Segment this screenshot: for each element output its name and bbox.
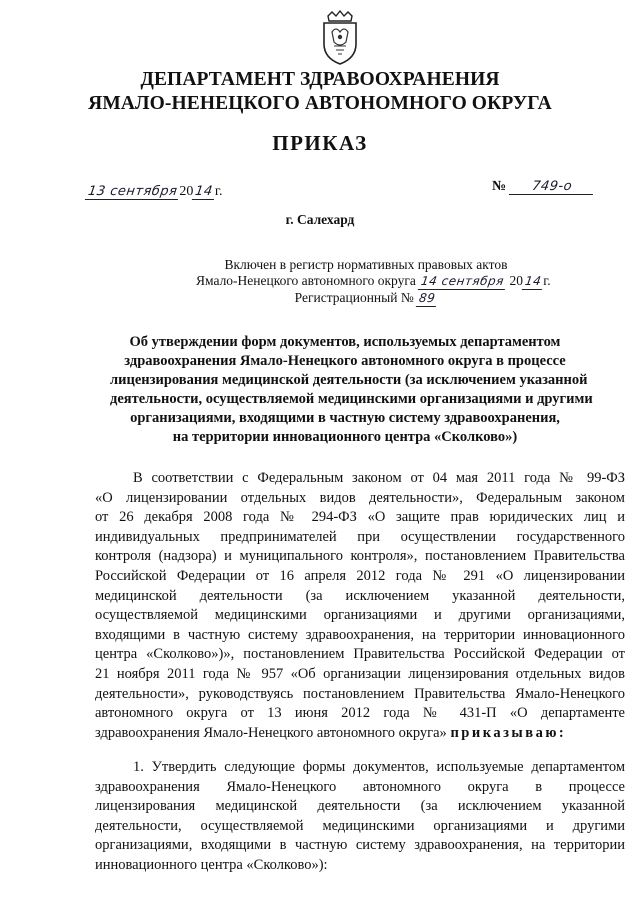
city: г. Салехард (285, 212, 355, 227)
order-date (86, 184, 223, 200)
paragraph-line: центра «Сколково»)», постановлением Правительства Российской Федерации от (95, 646, 625, 663)
paragraph-line: лицензирования медицинской деятельности (за исключением указанной (95, 798, 625, 815)
subject-line: Об утверждении форм документов, используемых департаментом (129, 334, 561, 350)
subject-line: лицензирования медицинской деятельности (за исключением указанной (110, 372, 588, 388)
registry-region: Ямало-Ненецкого автономного округа (196, 273, 416, 288)
paragraph-line: осуществляемой медицинскими организациями и другими организациями, (95, 607, 625, 624)
order-number (492, 179, 594, 195)
paragraph-line: индивидуальных предпринимателей при осуществлении государственного (95, 528, 625, 545)
registry-line-3 (196, 290, 536, 307)
paragraph-line: автономного округа от 13 июня 2012 года № 431-П «О департаменте (95, 705, 625, 722)
year-prefix: 20 (179, 184, 194, 199)
paragraph-line: «О лицензировании отдельных видов деятельности», Федеральным законом (95, 489, 625, 506)
registry-year-suffix: г. (543, 273, 551, 288)
registry-line-2 (196, 273, 551, 290)
registry-handwritten-year: 14 (522, 273, 545, 290)
registry-handwritten-date: 14 сентября (418, 273, 507, 290)
paragraph-line-text: здравоохранения Ямало-Ненецкого автономного округа» (95, 724, 447, 741)
paragraph-line: деятельности», руководствуясь постановлением Правительства Ямало-Ненецкого (95, 685, 625, 702)
paragraph-line: 1. Утвердить следующие формы документов, используемые департаментом (133, 759, 625, 775)
decree-word: приказываю: (450, 724, 567, 741)
department-name (0, 68, 640, 116)
department-line-1: ДЕПАРТАМЕНТ ЗДРАВООХРАНЕНИЯ (140, 69, 500, 90)
paragraph-line: организациями, входящими в частную систему здравоохранения, на территории (95, 837, 625, 854)
preamble-paragraph (95, 469, 625, 743)
paragraph-line: входящими в частную систему здравоохранения, на территории инновационного (95, 626, 625, 643)
handwritten-number: 749-о (508, 179, 594, 195)
paragraph-line: В соответствии с Федеральным законом от 04 мая 2011 года № 99-ФЗ (133, 470, 625, 486)
year-suffix: г. (214, 184, 223, 199)
department-line-2: ЯМАЛО-НЕНЕЦКОГО АВТОНОМНОГО ОКРУГА (88, 93, 552, 114)
coat-of-arms-icon (318, 10, 362, 66)
registry-stamp (196, 257, 551, 307)
order-title: ПРИКАЗ (272, 131, 368, 155)
registry-number-label: Регистрационный № (294, 290, 414, 305)
order-subject (110, 333, 593, 447)
paragraph-line: здравоохранения Ямало-Ненецкого автономного округа в процессе (95, 778, 625, 795)
paragraph-line-final (95, 724, 625, 744)
subject-line: здравоохранения Ямало-Ненецкого автономного округа в процессе (124, 353, 566, 369)
subject-line: на территории инновационного центра «Сколково») (172, 429, 518, 445)
handwritten-date: 13 сентября (85, 184, 181, 200)
subject-line: деятельности, осуществляемой медицинскими организациями и другими (110, 391, 593, 407)
paragraph-line: от 26 декабря 2008 года № 294-ФЗ «О защите прав юридических лиц и (95, 509, 625, 526)
paragraph-line: контроля (надзора) и муниципального контроля», постановлением Правительства (95, 548, 625, 565)
registry-year-prefix: 20 (509, 273, 524, 288)
paragraph-line: 21 ноября 2011 года № 957 «Об организации лицензирования отдельных видов (95, 665, 625, 682)
paragraph-line: инновационного центра «Сколково»): (95, 856, 328, 873)
registry-line-1: Включен в регистр нормативных правовых актов (224, 257, 508, 272)
handwritten-year: 14 (192, 184, 216, 200)
number-label: № (492, 179, 507, 194)
subject-line: организациями, входящими в частную систему здравоохранения, (130, 410, 560, 426)
paragraph-line: Российской Федерации от 16 апреля 2012 года № 291 «О лицензировании (95, 567, 625, 584)
registry-handwritten-number: 89 (416, 290, 439, 307)
item-1-paragraph (95, 758, 625, 876)
paragraph-line: деятельности, осуществляемой медицинскими организациями и другими (95, 817, 625, 834)
paragraph-line: медицинской деятельности (за исключением указанной деятельности, (95, 587, 625, 604)
